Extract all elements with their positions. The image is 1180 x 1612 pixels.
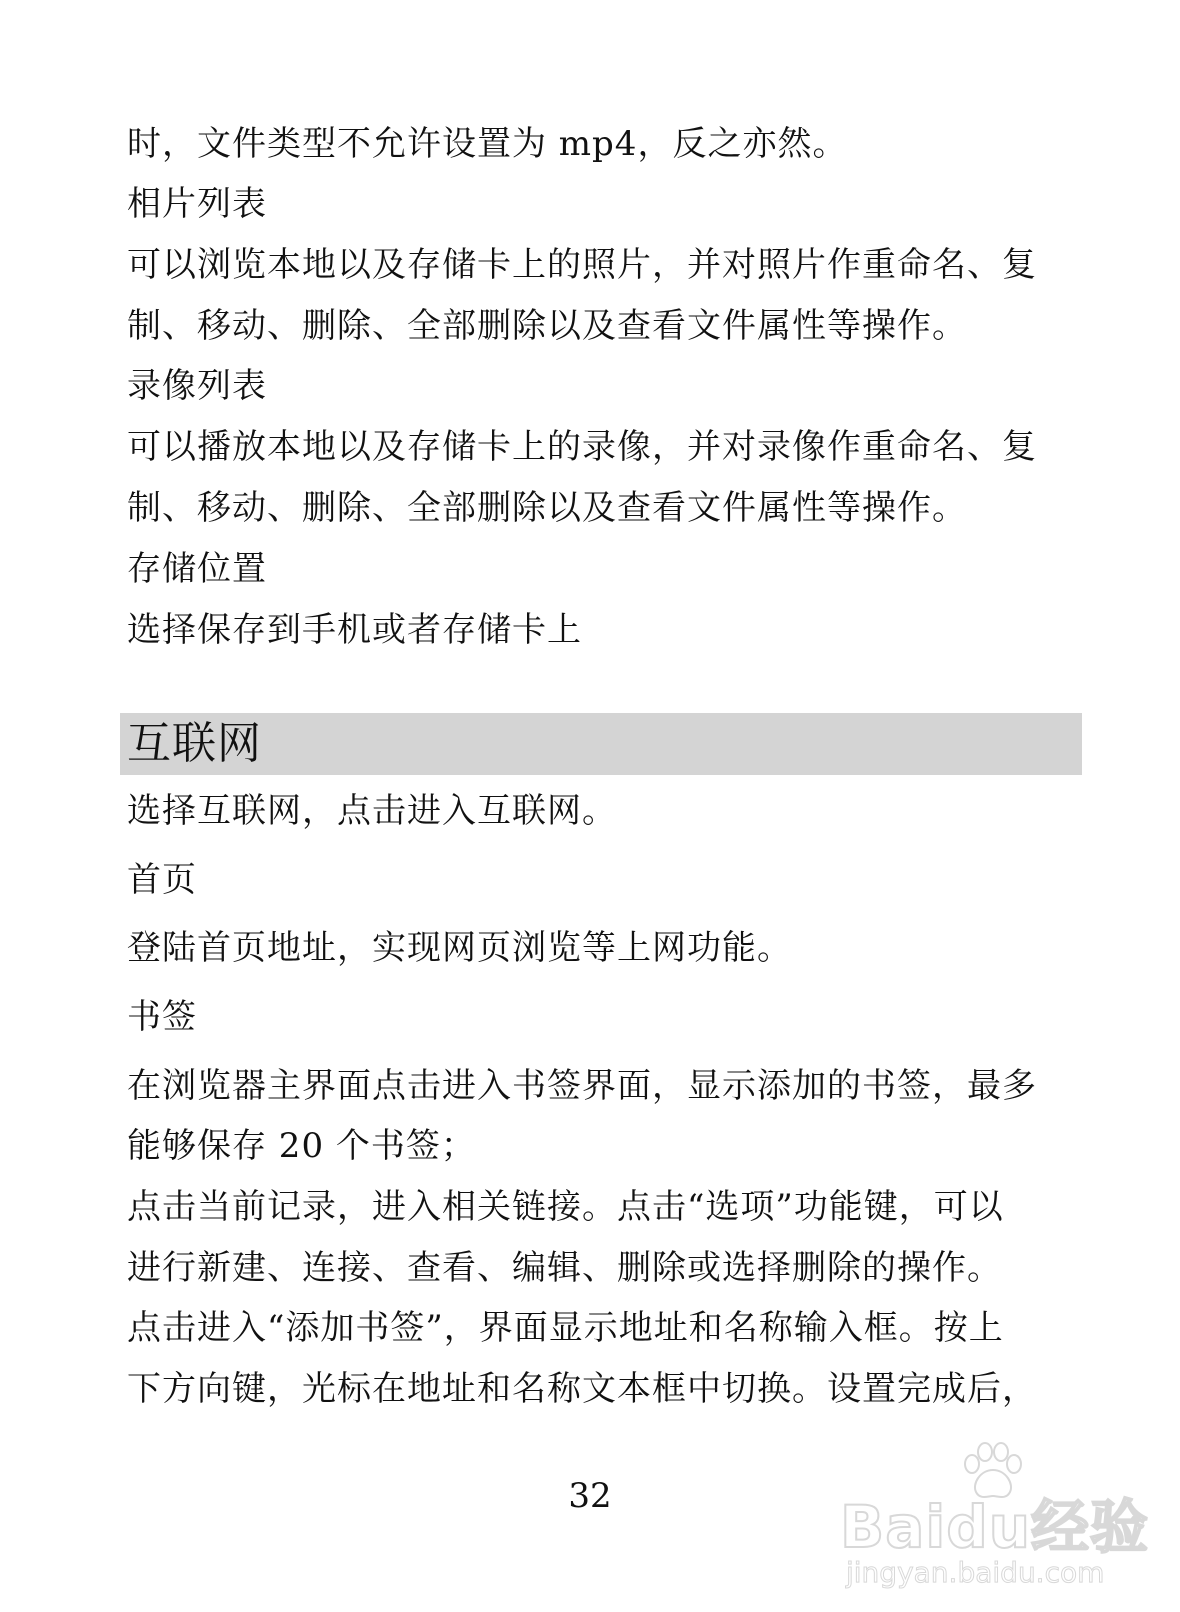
paragraph-line: 可以播放本地以及存储卡上的录像，并对录像作重命名、复 xyxy=(127,427,1037,467)
paragraph-line: 选择互联网，点击进入互联网。 xyxy=(127,791,617,831)
subheading-bookmarks: 书签 xyxy=(127,997,197,1037)
paragraph-line: 选择保存到手机或者存储卡上 xyxy=(127,610,582,650)
paragraph-line: 点击当前记录，进入相关链接。点击“选项”功能键，可以 xyxy=(127,1187,1004,1227)
baidu-jingyan-watermark xyxy=(840,1440,1160,1600)
paragraph-line: 制、移动、删除、全部删除以及查看文件属性等操作。 xyxy=(127,306,967,346)
subheading-video-list: 录像列表 xyxy=(127,366,267,406)
watermark-logo: Baidu经验 xyxy=(840,1493,1150,1561)
watermark-url: jingyan.baidu.com xyxy=(846,1556,1105,1589)
paragraph-line: 下方向键，光标在地址和名称文本框中切换。设置完成后， xyxy=(127,1369,1037,1409)
paragraph-line: 时，文件类型不允许设置为 mp4，反之亦然。 xyxy=(127,124,848,164)
section-title: 互联网 xyxy=(127,718,262,769)
subheading-photo-list: 相片列表 xyxy=(127,184,267,224)
page-number: 32 xyxy=(568,1476,612,1516)
paragraph-line: 制、移动、删除、全部删除以及查看文件属性等操作。 xyxy=(127,488,967,528)
paragraph-line: 登陆首页地址，实现网页浏览等上网功能。 xyxy=(127,928,792,968)
subheading-storage-location: 存储位置 xyxy=(127,549,267,589)
paragraph-line: 在浏览器主界面点击进入书签界面，显示添加的书签，最多 xyxy=(127,1066,1037,1106)
paragraph-line: 进行新建、连接、查看、编辑、删除或选择删除的操作。 xyxy=(127,1248,1002,1288)
paragraph-line: 能够保存 20 个书签； xyxy=(127,1126,476,1166)
section-heading-bar xyxy=(120,713,1082,775)
paragraph-line: 点击进入“添加书签”，界面显示地址和名称输入框。按上 xyxy=(127,1308,1004,1348)
paragraph-line: 可以浏览本地以及存储卡上的照片，并对照片作重命名、复 xyxy=(127,245,1037,285)
subheading-homepage: 首页 xyxy=(127,860,197,900)
